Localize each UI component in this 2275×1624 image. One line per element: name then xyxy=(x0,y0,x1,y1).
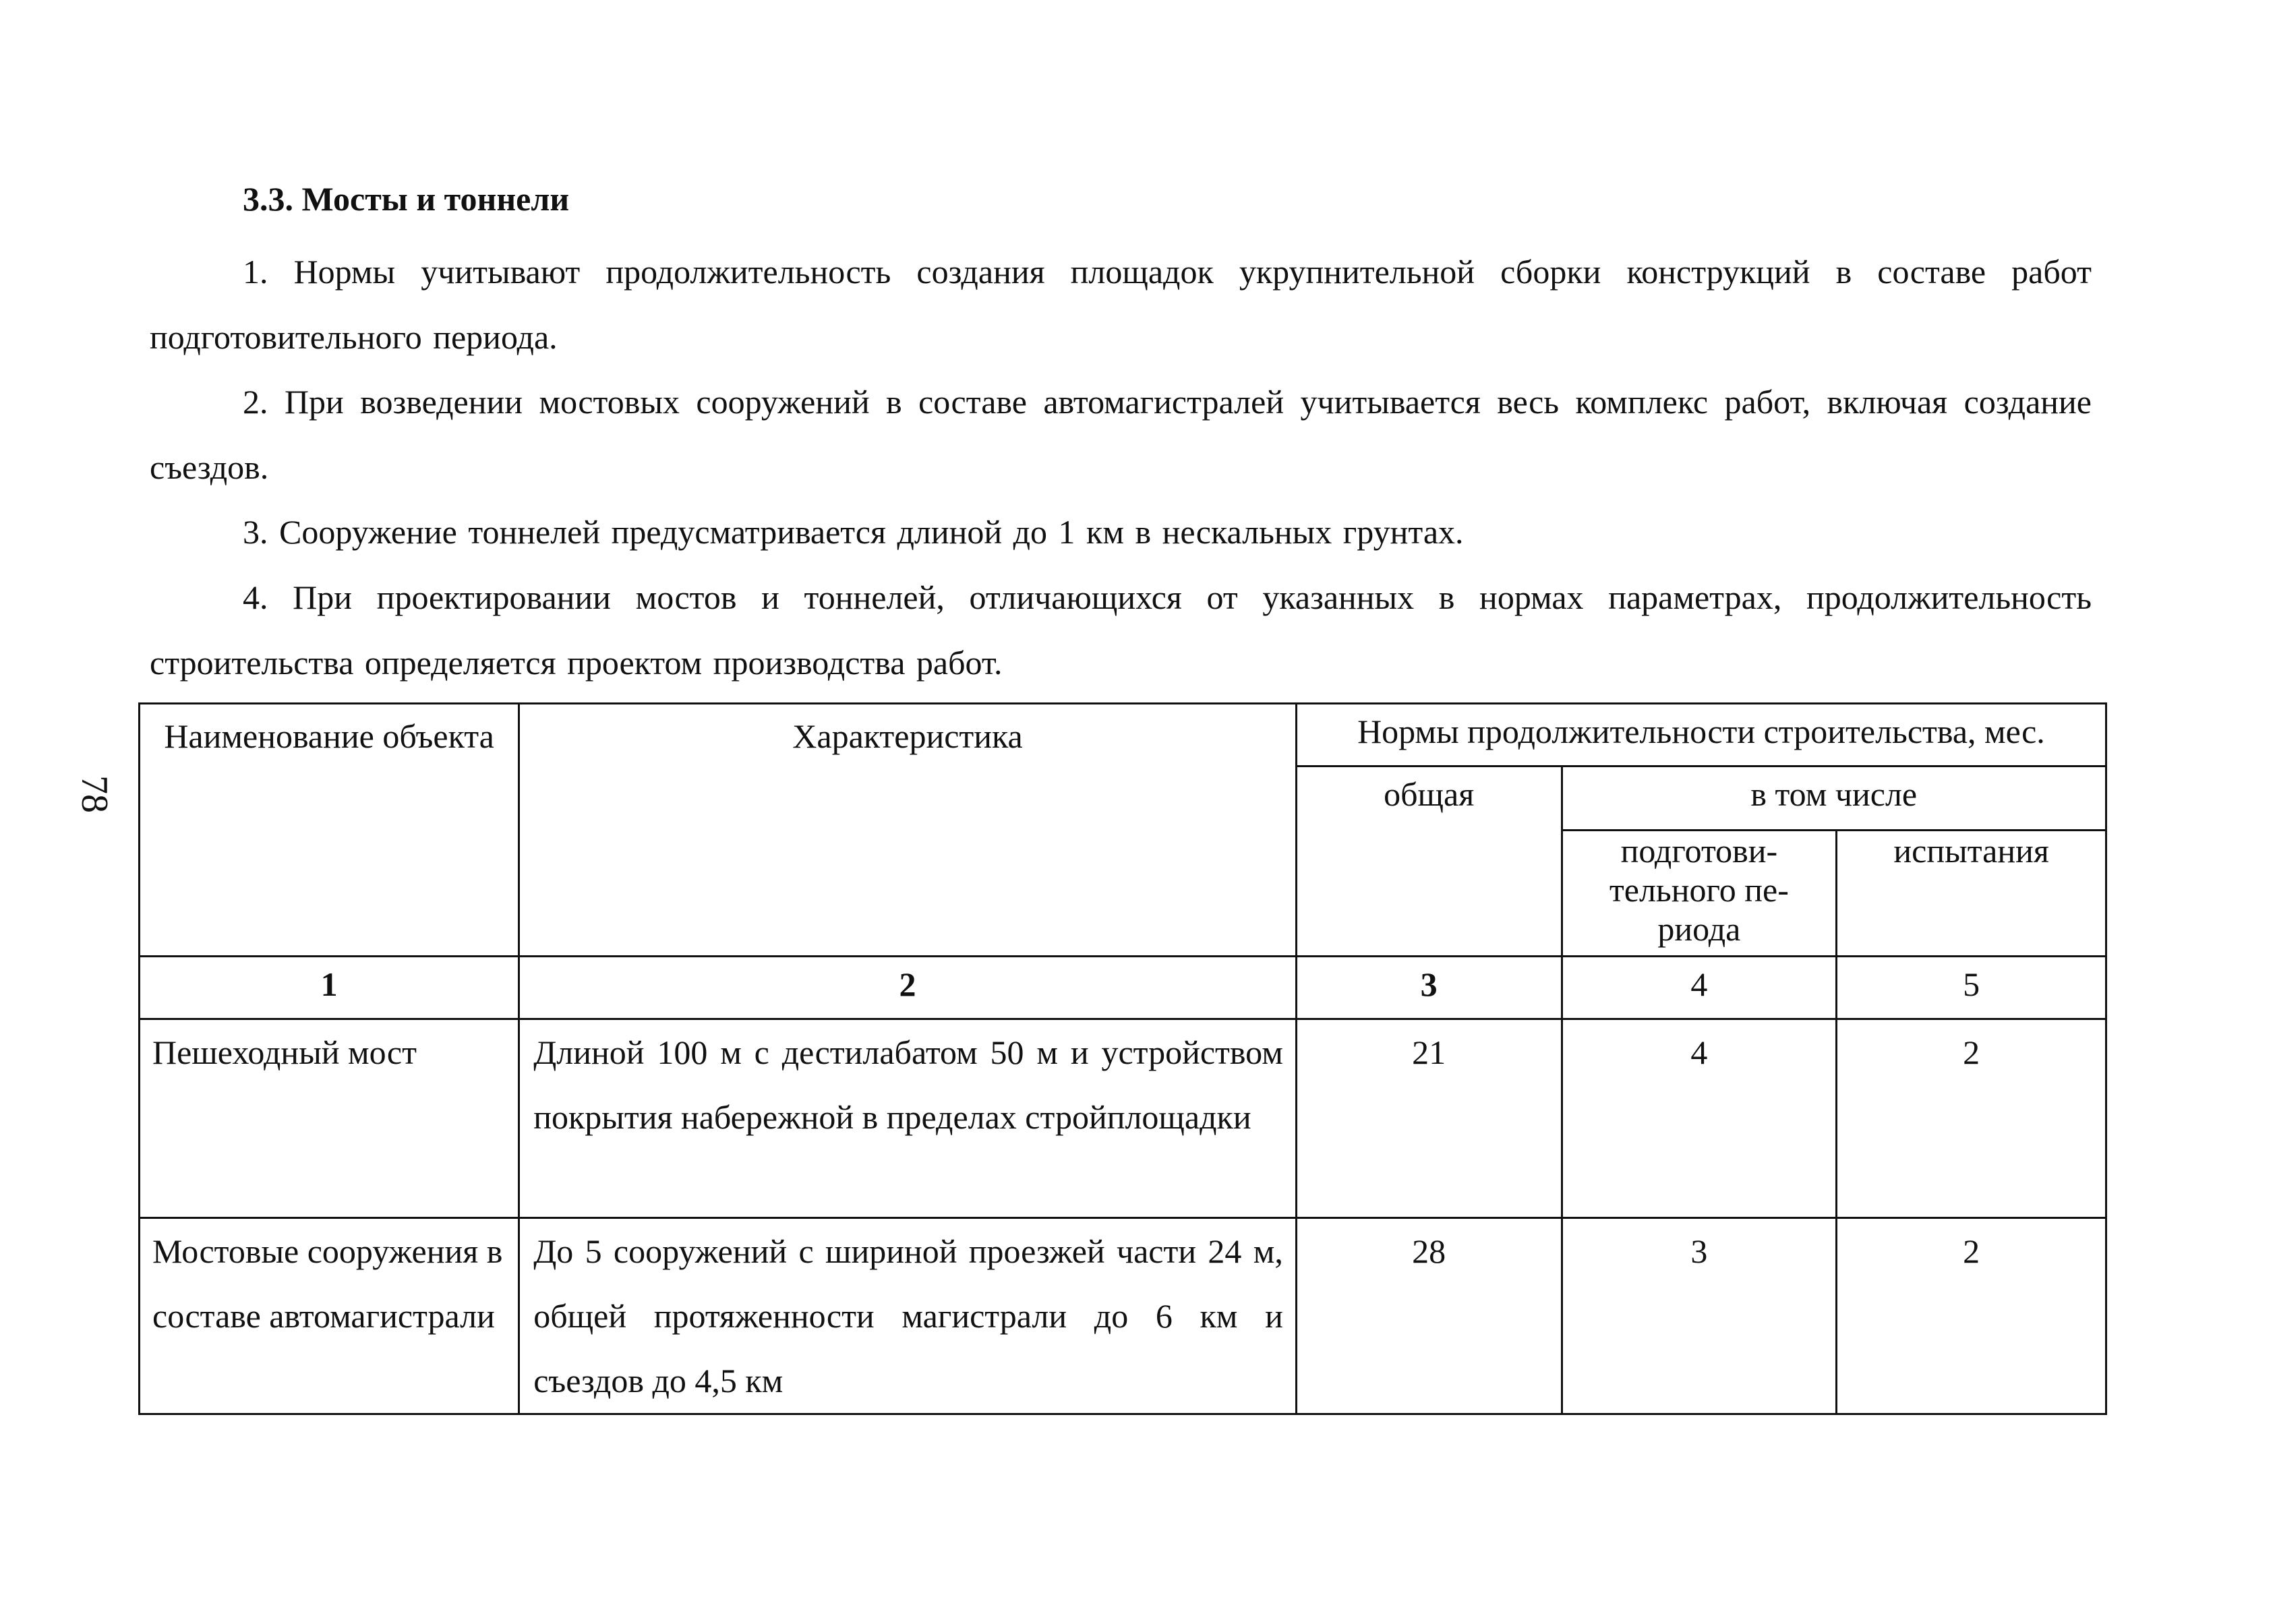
column-number: 5 xyxy=(1837,957,2106,1019)
testing-duration-cell: 2 xyxy=(1837,1019,2106,1218)
header-duration-norms: Нормы продолжительности строительства, мес. xyxy=(1296,704,2106,766)
header-object-name: Наименование объекта xyxy=(140,704,519,957)
norms-table xyxy=(138,702,2107,1415)
total-duration-cell: 28 xyxy=(1296,1218,1562,1414)
column-number: 4 xyxy=(1562,957,1837,1019)
table-row xyxy=(140,1218,2106,1414)
header-characteristic: Характеристика xyxy=(519,704,1297,957)
object-name-cell: Пешеходный мост xyxy=(140,1019,519,1218)
header-row xyxy=(140,704,2106,766)
table-row xyxy=(140,1019,2106,1218)
column-number: 3 xyxy=(1296,957,1562,1019)
page-number: 78 xyxy=(73,775,115,813)
header-total: общая xyxy=(1296,766,1562,957)
total-duration-cell: 21 xyxy=(1296,1019,1562,1218)
testing-duration-cell: 2 xyxy=(1837,1218,2106,1414)
section-title: 3.3. Мосты и тоннели xyxy=(243,180,570,218)
header-preparatory-period: подготови-тельного пе-риода xyxy=(1562,831,1837,957)
paragraph-4: 4. При проектировании мостов и тоннелей, отличающихся от указанных в нормах параметрах, продолжительность строительства определяется проектом производства работ. xyxy=(150,578,2092,682)
object-name-cell: Мостовые сооружения в составе автомагистрали xyxy=(140,1218,519,1414)
header-including: в том числе xyxy=(1562,766,2106,831)
column-number: 2 xyxy=(519,957,1297,1019)
paragraph-2: 2. При возведении мостовых сооружений в составе автомагистралей учитывается весь комплекс работ, включая создание съездов. xyxy=(150,383,2092,486)
paragraph-1: 1. Нормы учитывают продолжительность создания площадок укрупнительной сборки конструкций в составе работ подготовительного периода. xyxy=(150,253,2092,356)
preparatory-duration-cell: 3 xyxy=(1562,1218,1837,1414)
preparatory-duration-cell: 4 xyxy=(1562,1019,1837,1218)
characteristic-cell: Длиной 100 м с дестилабатом 50 м и устройством покрытия набережной в пределах стройплощадки xyxy=(519,1019,1297,1218)
header-testing: испытания xyxy=(1837,831,2106,957)
characteristic-cell: До 5 сооружений с шириной проезжей части 24 м, общей протяженности магистрали до 6 км и съездов до 4,5 км xyxy=(519,1218,1297,1414)
paragraph-3: 3. Сооружение тоннелей предусматривается длиной до 1 км в нескальных грунтах. xyxy=(243,513,1464,551)
column-number: 1 xyxy=(140,957,519,1019)
column-numbers-row xyxy=(140,957,2106,1019)
